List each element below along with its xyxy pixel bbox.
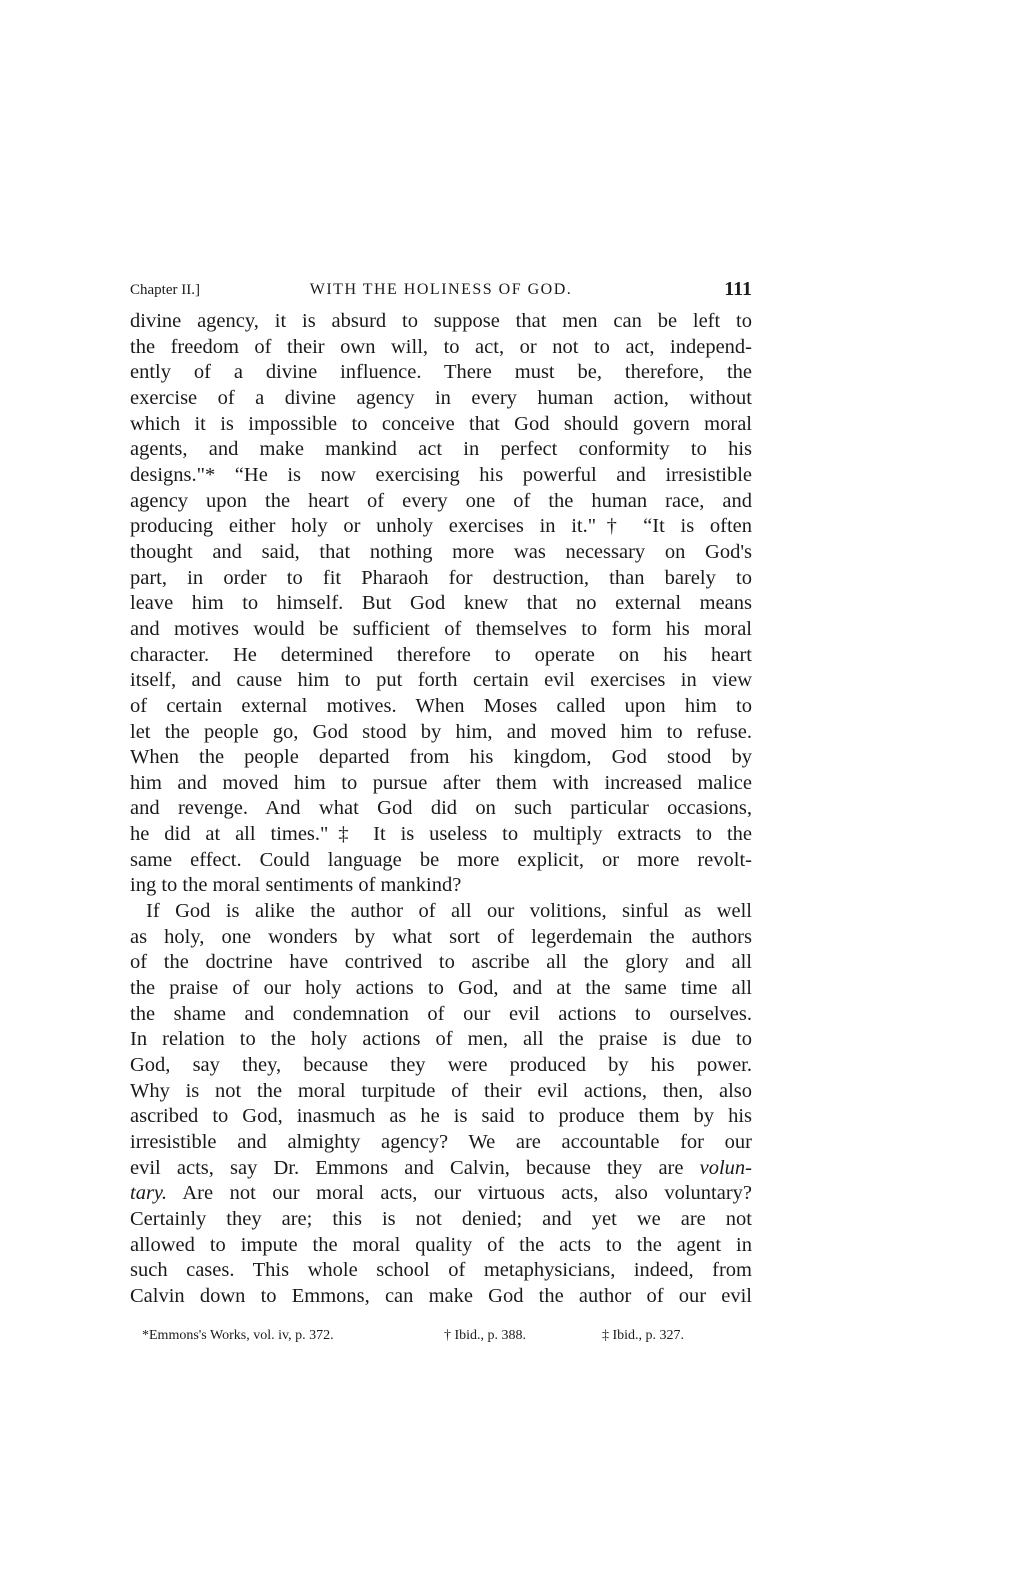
line-text: When the people departed from his kingdom, God stood by: [130, 746, 752, 769]
text-line: [130, 1053, 752, 1079]
italic-text: volun-: [699, 1156, 752, 1179]
line-text: thought and said, that nothing more was necessary on God's: [130, 540, 752, 563]
text-line: [130, 591, 752, 617]
text-line: [130, 489, 752, 515]
line-text: allowed to impute the moral quality of the acts to the agent in: [130, 1233, 752, 1256]
line-text: Why is not the moral turpitude of their evil actions, then, also: [130, 1079, 752, 1102]
text-line: [130, 514, 752, 540]
text-line: [130, 720, 752, 746]
text-line: [130, 950, 752, 976]
text-line: [130, 976, 752, 1002]
line-text: ing to the moral sentiments of mankind?: [130, 874, 462, 897]
line-text: agency upon the heart of every one of the human race, and: [130, 489, 752, 512]
footnote-1: *Emmons's Works, vol. iv, p. 372.: [142, 1328, 334, 1343]
text-line: [130, 745, 752, 771]
line-text: the shame and condemnation of our evil actions to ourselves.: [130, 1002, 752, 1025]
footnotes: [142, 1328, 752, 1348]
text-line: [130, 822, 752, 848]
line-text: which it is impossible to conceive that God should govern moral: [130, 412, 752, 435]
italic-text: tary.: [130, 1182, 168, 1205]
text-line: [130, 540, 752, 566]
text-line: [130, 309, 752, 335]
line-text: exercise of a divine agency in every human action, without: [130, 386, 752, 409]
footnote-2: † Ibid., p. 388.: [444, 1328, 527, 1343]
text-line: [130, 386, 752, 412]
text-line: [130, 360, 752, 386]
line-text: If God is alike the author of all our volitions, sinful as well: [146, 900, 752, 923]
page-number: 111: [724, 278, 752, 300]
text-line: [130, 1079, 752, 1105]
line-text: irresistible and almighty agency? We are accountable for our: [130, 1131, 752, 1153]
line-text: Are not our moral acts, our virtuous acts, also voluntary?: [167, 1182, 752, 1205]
text-line: [130, 617, 752, 643]
text-line: [130, 694, 752, 720]
running-title: WITH THE HOLINESS OF GOD.: [309, 281, 573, 298]
text-line: [130, 1284, 752, 1310]
text-line: [130, 771, 752, 797]
line-text: of certain external motives. When Moses called upon him to: [130, 694, 752, 717]
text-line: [130, 899, 752, 925]
text-line: [130, 437, 752, 463]
line-text: agents, and make mankind act in perfect conformity to his: [130, 438, 752, 461]
text-line: [130, 566, 752, 592]
line-text: same effect. Could language be more explicit, or more revolt-: [130, 848, 752, 871]
text-line: [130, 796, 752, 822]
line-text: he did at all times."‡ It is useless to multiply extracts to the: [130, 823, 752, 846]
line-text: the praise of our holy actions to God, and at the same time all: [130, 977, 752, 1000]
line-text: ascribed to God, inasmuch as he is said to produce them by his: [130, 1105, 752, 1128]
line-text: designs."* “He is now exercising his powerful and irresistible: [130, 463, 752, 486]
line-text: leave him to himself. But God knew that no external means: [130, 592, 752, 615]
running-header: [130, 278, 752, 304]
chapter-label: Chapter II.]: [130, 282, 200, 298]
line-text: him and moved him to pursue after them with increased malice: [130, 771, 752, 794]
text-line: [130, 1130, 752, 1156]
footnote-3: ‡ Ibid., p. 327.: [602, 1328, 685, 1343]
text-line: [130, 1027, 752, 1053]
line-text: divine agency, it is absurd to suppose that men can be left to: [130, 310, 752, 332]
text-line: [130, 873, 752, 899]
line-text: character. He determined therefore to operate on his heart: [130, 643, 752, 666]
text-line: [130, 1181, 752, 1207]
text-line: [130, 1156, 752, 1182]
line-text: of the doctrine have contrived to ascribe all the glory and all: [130, 951, 752, 974]
line-text: Certainly they are; this is not denied; and yet we are not: [130, 1207, 752, 1230]
line-text: ently of a divine influence. There must be, therefore, the: [130, 361, 752, 384]
line-text: In relation to the holy actions of men, all the praise is due to: [130, 1028, 752, 1051]
line-text: Calvin down to Emmons, can make God the author of our evil: [130, 1284, 752, 1307]
text-line: [130, 1104, 752, 1130]
text-line: [130, 1258, 752, 1284]
text-line: [130, 643, 752, 669]
line-text: let the people go, God stood by him, and moved him to refuse.: [130, 720, 752, 743]
line-text: God, say they, because they were produced by his power.: [130, 1054, 752, 1077]
text-line: [130, 1233, 752, 1259]
line-text: producing either holy or unholy exercises in it."† “It is often: [130, 515, 752, 538]
text-line: [130, 1207, 752, 1233]
text-line: [130, 848, 752, 874]
text-line: [130, 335, 752, 361]
line-text: itself, and cause him to put forth certain evil exercises in view: [130, 669, 752, 692]
text-line: [130, 463, 752, 489]
line-text: such cases. This whole school of metaphysicians, indeed, from: [130, 1259, 752, 1282]
body-text: [130, 309, 752, 1310]
line-text: as holy, one wonders by what sort of legerdemain the authors: [130, 925, 752, 948]
line-text: the freedom of their own will, to act, or not to act, independ-: [130, 335, 752, 358]
text-line: [130, 412, 752, 438]
line-text: part, in order to fit Pharaoh for destruction, than barely to: [130, 566, 752, 589]
text-line: [130, 925, 752, 951]
line-text: and revenge. And what God did on such particular occasions,: [130, 797, 752, 820]
line-text: and motives would be sufficient of themselves to form his moral: [130, 617, 752, 640]
text-line: [130, 1002, 752, 1028]
text-line: [130, 668, 752, 694]
line-text: evil acts, say Dr. Emmons and Calvin, because they are: [130, 1156, 700, 1179]
